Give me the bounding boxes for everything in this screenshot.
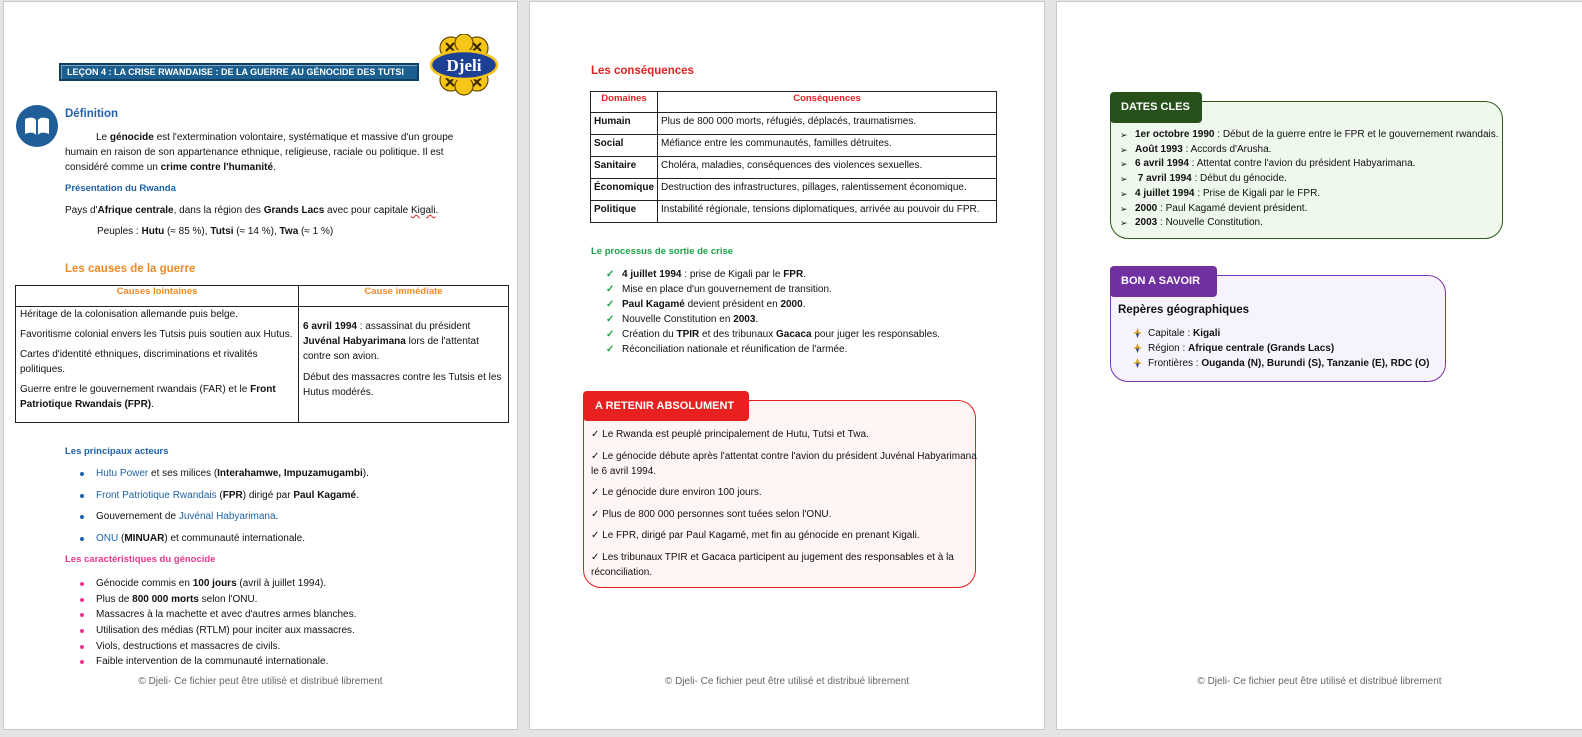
sortie-heading: Le processus de sortie de crise [591, 246, 734, 257]
pres-t4: Grands Lacs [263, 205, 325, 216]
date-value: 2000 [1135, 202, 1158, 214]
acteur-item [96, 488, 496, 503]
bullet-dot [80, 598, 84, 602]
retenir-item: ✓ Le génocide débute après l'attentat contre l'avion du président Juvénal Habyarimana le 6 avril 1994. [591, 450, 977, 477]
retenir-item: ✓ Le génocide dure environ 100 jours. [591, 487, 762, 498]
arrow-icon: ➢ [1120, 188, 1128, 199]
car-t: Viols, destructions et massacres de civils. [96, 640, 281, 652]
bullet-dot [80, 472, 84, 476]
pres-t3: , dans la région des [173, 205, 264, 216]
ci-date: 6 avril 1994 [303, 321, 357, 332]
pres-t2: Afrique centrale [97, 205, 174, 216]
acteur-item [96, 531, 496, 546]
def-t7: . [273, 162, 276, 173]
acteur-minuar: MINUAR [124, 532, 165, 544]
sortie-item [606, 342, 1022, 357]
date-text: : Début du génocide. [1191, 173, 1287, 185]
car-b: 100 jours [192, 578, 237, 589]
peuples-text [97, 226, 333, 237]
peuples-p7: (≈ 1 %) [298, 226, 334, 237]
caracteristique-item [96, 607, 496, 622]
acteur-fpr: Front Patriotique Rwandais [96, 489, 217, 501]
acteur-t: ( [216, 489, 223, 501]
sortie-item [606, 297, 1022, 312]
check-icon: ✓ [606, 329, 615, 340]
date-value: 6 avril 1994 [1135, 158, 1189, 170]
date-text: : Paul Kagamé devient président. [1157, 202, 1308, 214]
check-icon: ✓ [606, 299, 615, 310]
car-b: 800 000 morts [132, 593, 199, 605]
page-3 [1056, 1, 1582, 730]
consequences-table [590, 91, 997, 223]
acteur-kagame: Paul Kagamé [293, 489, 357, 501]
page-footer: © Djeli- Ce fichier peut être utilisé et distribué librement [664, 676, 910, 687]
def-t4: humain en raison de son appartenance ethnique, religieuse, raciale ou politique. Il est [65, 147, 444, 158]
table-row [591, 135, 997, 157]
geo-label: Frontières : [1148, 358, 1202, 369]
retenir-title: A RETENIR ABSOLUMENT [583, 391, 749, 421]
geo-item [1148, 356, 1430, 371]
s-b: 2000 [780, 299, 803, 310]
s-b: 4 juillet 1994 [622, 269, 682, 280]
dates-list [1120, 128, 1499, 231]
s-t: Création du [622, 329, 677, 340]
peuples-hutu: Hutu [141, 226, 165, 237]
table-row [591, 113, 997, 135]
peuples-p3: (≈ 85 %), [164, 226, 211, 237]
acteur-habyarimana: Juvénal Habyarimana [178, 511, 276, 522]
acteur-t: . [275, 511, 279, 522]
geo-value: Ouganda (N), Burundi (S), Tanzanie (E), RDC (O) [1201, 358, 1430, 369]
bullet-dot [80, 582, 84, 586]
acteur-t: . [356, 489, 359, 501]
causes-col-lointaines: Causes lointaines [16, 286, 299, 307]
s-t: . [755, 314, 759, 325]
acteur-t: ) et communauté internationale. [164, 532, 305, 544]
caracteristique-item [96, 654, 496, 669]
causes-col-immediate: Cause immédiate [299, 286, 509, 307]
retenir-list [591, 427, 986, 586]
s-t: . [802, 299, 806, 310]
caracteristique-item [96, 623, 496, 638]
peuples-label: Peuples : [97, 226, 142, 237]
car-t: Massacres à la machette et avec d'autres armes blanches. [96, 609, 357, 621]
def-t2: génocide [109, 132, 154, 143]
geo-item [1148, 326, 1430, 341]
fleur-bullet-icon [1133, 343, 1142, 353]
car-t: selon l'ONU. [198, 593, 258, 605]
cause-lointaine-2: Favoritisme colonial envers les Tutsis puis soutien aux Hutus. [20, 329, 293, 340]
definition-heading: Définition [65, 108, 119, 120]
row-text: Plus de 800 000 morts, réfugiés, déplacés, traumatismes. [658, 113, 997, 135]
bullet-dot [80, 629, 84, 633]
geo-item [1148, 341, 1430, 356]
acteurs-heading: Les principaux acteurs [65, 446, 169, 457]
cause-l4b: Front Patriotique Rwandais (FPR) [20, 384, 276, 410]
cause-l4a: Guerre entre le gouvernement rwandais (FAR) et le [20, 384, 251, 395]
sortie-item [606, 282, 1022, 297]
page-1 [3, 1, 518, 730]
arrow-icon: ➢ [1120, 130, 1128, 140]
ci-t1: : assassinat du président [356, 321, 471, 332]
date-value: 7 avril 1994 [1135, 173, 1192, 185]
def-t1: Le [96, 132, 110, 143]
peuples-tutsi: Tutsi [210, 226, 234, 237]
s-t: pour juger les responsables. [811, 329, 940, 340]
geo-label: Région : [1148, 343, 1189, 354]
acteur-milices: Interahamwe, Impuzamugambi [217, 468, 363, 479]
def-t3: est l'extermination volontaire, systématique et massive d'un groupe [153, 132, 454, 143]
bullet-dot [80, 613, 84, 617]
date-text: : Accords d'Arusha. [1182, 143, 1272, 155]
date-item [1120, 157, 1499, 172]
caracteristique-item [96, 576, 496, 591]
arrow-icon: ➢ [1120, 144, 1128, 155]
page-footer: © Djeli- Ce fichier peut être utilisé et distribué librement [138, 676, 383, 687]
logo-text: Djeli [446, 56, 482, 75]
car-t: Faible intervention de la communauté internationale. [96, 656, 329, 668]
cause-lointaine-4 [16, 382, 298, 412]
date-item [1120, 128, 1499, 143]
cause-lointaine-1: Héritage de la colonisation allemande puis belge. [20, 309, 238, 320]
row-text: Destruction des infrastructures, pillages, ralentissement économique. [658, 179, 997, 201]
fleur-bullet-icon [1133, 358, 1142, 368]
retenir-item: ✓ Le Rwanda est peuplé principalement de Hutu, Tutsi et Twa. [591, 429, 869, 440]
acteur-hutu-power: Hutu Power [96, 468, 149, 479]
acteur-t: ( [118, 532, 125, 544]
retenir-item: ✓ Plus de 800 000 personnes sont tuées selon l'ONU. [591, 508, 832, 520]
page-2 [529, 1, 1045, 730]
s-t: et des tribunaux [699, 329, 776, 340]
acteur-t: Gouvernement de [96, 511, 179, 522]
sortie-list [606, 267, 1022, 357]
retenir-item: ✓ Le FPR, dirigé par Paul Kagamé, met fin au génocide en prenant Kigali. [591, 530, 920, 541]
definition-text [65, 130, 485, 175]
date-text: : Nouvelle Constitution. [1157, 217, 1263, 229]
s-b: TPIR [676, 329, 700, 340]
s-b: Gacaca [775, 329, 812, 340]
page-footer: © Djeli- Ce fichier peut être utilisé et distribué librement [1197, 676, 1442, 687]
date-value: 1er octobre 1990 [1135, 129, 1215, 140]
s-b: FPR [783, 269, 804, 280]
car-t: Génocide commis en [96, 578, 193, 589]
date-value: 2003 [1135, 217, 1158, 229]
acteur-t: ) dirigé par [242, 489, 294, 501]
pres-t1: Pays d' [65, 205, 98, 216]
s-t: . [803, 269, 806, 280]
date-value: Août 1993 [1135, 143, 1183, 155]
row-domain: Économique [591, 179, 658, 201]
date-item [1120, 202, 1499, 217]
peuples-twa: Twa [279, 226, 299, 237]
arrow-icon: ➢ [1120, 174, 1128, 185]
check-icon: ✓ [606, 269, 615, 280]
lesson-title: LEÇON 4 : LA CRISE RWANDAISE : DE LA GUERRE AU GÉNOCIDE DES TUTSI [59, 63, 419, 81]
row-text: Choléra, maladies, conséquences des violences sexuelles. [658, 157, 997, 179]
car-t: Plus de [96, 593, 133, 605]
retenir-item: ✓ Les tribunaux TPIR et Gacaca participent au jugement des responsables et à la réconciliation. [591, 551, 954, 578]
row-domain: Politique [591, 201, 658, 223]
dates-title: DATES CLES [1110, 92, 1202, 123]
bullet-dot [80, 515, 84, 519]
cause-l4c: . [151, 399, 154, 410]
row-domain: Sanitaire [591, 157, 658, 179]
cause-immediate-cell [299, 307, 509, 423]
col-domaines: Domaines [591, 92, 658, 113]
date-text: : Attentat contre l'avion du président Habyarimana. [1188, 158, 1416, 170]
date-text: : Début de la guerre entre le FPR et le gouvernement rwandais. [1214, 129, 1499, 140]
s-t: Réconciliation nationale et réunification de l'armée. [622, 344, 848, 355]
fleur-bullet-icon [1133, 328, 1142, 338]
geo-list [1148, 326, 1430, 371]
table-row [591, 179, 997, 201]
s-t: Nouvelle Constitution en [622, 314, 734, 325]
sortie-item [606, 267, 1022, 282]
table-row [591, 201, 997, 223]
cause-lointaine-3: Cartes d'identité ethniques, discriminations et rivalités politiques. [20, 349, 258, 375]
acteur-t: et ses milices ( [148, 468, 218, 479]
date-item [1120, 172, 1499, 187]
bullet-dot [80, 645, 84, 649]
date-item [1120, 143, 1499, 158]
acteur-fpr-abbr: FPR [222, 489, 243, 501]
date-value: 4 juillet 1994 [1135, 187, 1195, 199]
check-icon: ✓ [606, 314, 615, 325]
djeli-logo [429, 34, 499, 96]
caracteristique-item [96, 592, 496, 607]
pres-t7: . [435, 205, 439, 216]
geo-value: Kigali [1193, 328, 1221, 339]
car-t: (avril à juillet 1994). [236, 578, 327, 589]
ci-t2: lors de l'attentat contre son avion. [303, 336, 479, 362]
presentation-heading: Présentation du Rwanda [65, 183, 176, 194]
date-item [1120, 216, 1499, 231]
cause-immediate-1 [299, 319, 508, 364]
acteur-onu: ONU [96, 532, 119, 544]
row-text: Méfiance entre les communautés, familles détruites. [658, 135, 997, 157]
sortie-item [606, 327, 1022, 342]
geo-label: Capitale : [1148, 328, 1194, 339]
check-icon: ✓ [606, 284, 615, 295]
presentation-text [65, 205, 438, 216]
pres-capital: Kigali [411, 205, 436, 216]
arrow-icon: ➢ [1120, 218, 1128, 229]
caracteristique-item [96, 639, 496, 654]
caracteristiques-list [96, 576, 496, 669]
arrow-icon: ➢ [1120, 159, 1128, 170]
causes-lointaines-cell [16, 307, 299, 423]
peuples-p5: (≈ 14 %), [233, 226, 280, 237]
s-t: Mise en place d'un gouvernement de transition. [622, 284, 832, 295]
table-row [591, 157, 997, 179]
bullet-dot [80, 660, 84, 664]
date-item [1120, 187, 1499, 202]
causes-heading: Les causes de la guerre [65, 263, 196, 275]
reperes-heading: Repères géographiques [1118, 304, 1250, 316]
pres-t5: avec pour capitale [324, 205, 411, 216]
car-t: Utilisation des médias (RTLM) pour inciter aux massacres. [96, 625, 355, 637]
def-t5: considéré comme un [65, 162, 161, 173]
acteur-item [96, 466, 496, 481]
s-t: devient président en [684, 299, 781, 310]
acteur-t: ). [362, 468, 369, 479]
geo-value: Afrique centrale (Grands Lacs) [1188, 343, 1335, 354]
date-text: : Prise de Kigali par le FPR. [1194, 187, 1321, 199]
arrow-icon: ➢ [1120, 203, 1128, 214]
caracteristiques-heading: Les caractéristiques du génocide [65, 554, 216, 565]
sortie-item [606, 312, 1022, 327]
s-t: : prise de Kigali par le [681, 269, 784, 280]
consequences-heading: Les conséquences [591, 65, 694, 77]
s-b: Paul Kagamé [622, 299, 685, 310]
cause-immediate-2: Début des massacres contre les Tutsis et les Hutus modérés. [303, 372, 502, 398]
causes-table [15, 285, 509, 423]
book-icon [16, 105, 58, 147]
s-b: 2003 [733, 314, 756, 325]
row-text: Instabilité régionale, tensions diplomatiques, arrivée au pouvoir du FPR. [658, 201, 997, 223]
ci-president: Juvénal Habyarimana [303, 336, 406, 347]
acteurs-list [96, 466, 496, 546]
acteur-item [96, 509, 496, 524]
col-consequences: Conséquences [658, 92, 997, 113]
check-icon: ✓ [606, 344, 615, 355]
def-t6: crime contre l'humanité [160, 162, 274, 173]
bullet-dot [80, 537, 84, 541]
bullet-dot [80, 494, 84, 498]
savoir-title: BON A SAVOIR [1110, 266, 1217, 297]
row-domain: Social [591, 135, 658, 157]
row-domain: Humain [591, 113, 658, 135]
